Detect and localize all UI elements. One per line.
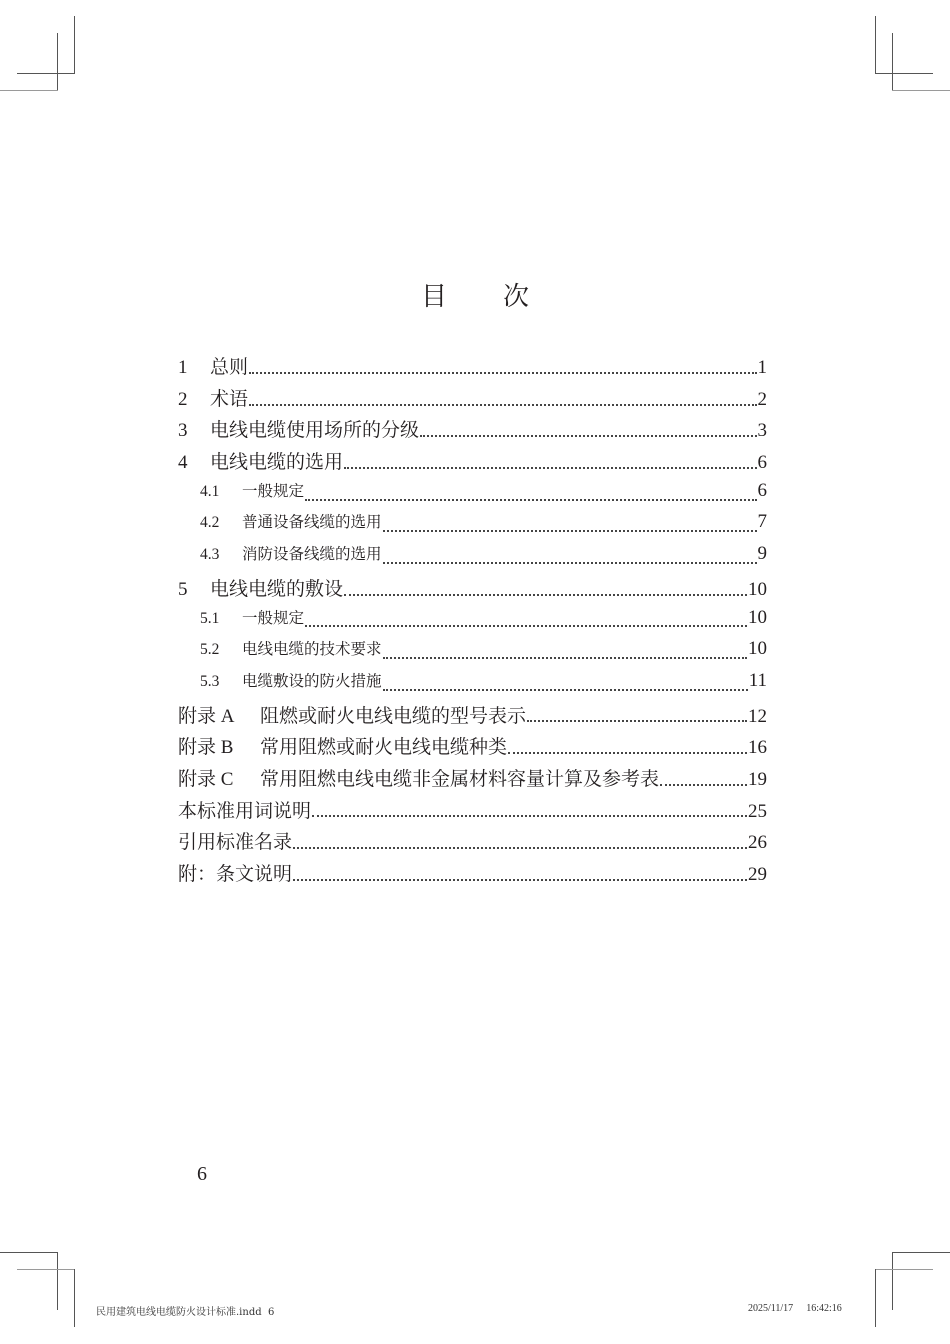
slug-date: 2025/11/17: [748, 1303, 794, 1314]
leader-dots: [383, 657, 747, 659]
leader-dots: [293, 879, 747, 881]
leader-dots: [344, 594, 747, 596]
toc-entry-page: 9: [757, 543, 767, 565]
crop-mark: [892, 1252, 893, 1310]
leader-dots: [293, 847, 747, 849]
toc-entry-label: 引用标准名录: [178, 831, 293, 854]
toc-entry-1[interactable]: [178, 352, 767, 384]
crop-mark: [875, 1269, 876, 1327]
toc-entry-number: 5.1: [200, 609, 220, 627]
toc-entry-label: 本标准用词说明: [178, 799, 312, 822]
toc-entry-page: 1: [757, 357, 767, 378]
leader-dots: [249, 372, 756, 374]
toc-entry-number: 5: [178, 578, 188, 600]
crop-mark: [875, 16, 876, 74]
toc-entry-page: 10: [748, 606, 767, 628]
slug-filename: [96, 1303, 274, 1318]
toc-entry-appendix-c[interactable]: [178, 764, 767, 796]
toc-entry-page: 10: [748, 578, 767, 600]
toc-entry-4[interactable]: [178, 447, 767, 479]
toc-entry-label: 附：条文说明: [178, 863, 293, 885]
title-char: 目: [420, 282, 447, 312]
toc-entry-page: 26: [748, 832, 767, 854]
toc-entry-label: 消防设备线缆的选用: [242, 545, 382, 564]
toc-entry-label: 普通设备线缆的选用: [242, 513, 382, 532]
table-of-contents: [178, 352, 767, 891]
toc-entry-page: 19: [748, 768, 767, 790]
title-char: 次: [503, 282, 530, 312]
toc-entry-number: 4.3: [200, 546, 220, 564]
toc-entry-number: 5.2: [200, 641, 220, 659]
leader-dots: [344, 467, 756, 469]
leader-dots: [660, 784, 747, 786]
crop-mark: [17, 73, 75, 74]
toc-entry-label: 电线电缆的技术要求: [242, 640, 382, 659]
leader-dots: [305, 499, 756, 501]
toc-entry-4-1[interactable]: [178, 479, 767, 511]
crop-mark: [892, 33, 893, 91]
toc-entry-5-2[interactable]: [178, 637, 767, 669]
toc-entry-page: 6: [757, 479, 767, 501]
toc-entry-5-1[interactable]: [178, 606, 767, 638]
crop-mark: [17, 1269, 75, 1270]
toc-entry-page: 10: [748, 638, 767, 660]
toc-entry-appendix-a[interactable]: [178, 701, 767, 733]
toc-entry-label: 电缆敷设的防火措施: [242, 671, 382, 690]
crop-mark: [57, 1252, 58, 1310]
leader-dots: [249, 404, 756, 406]
toc-entry-page: 12: [748, 705, 767, 727]
slug-timestamp: [748, 1303, 842, 1314]
toc-entry-label: 电线电缆的敷设: [210, 577, 344, 600]
leader-dots: [383, 689, 748, 691]
toc-entry-number: 附录 C: [178, 768, 234, 790]
page-title: [0, 276, 950, 313]
toc-entry-label: 常用阻燃或耐火电线电缆种类: [260, 736, 508, 759]
toc-entry-page: 25: [748, 800, 767, 822]
toc-entry-page: 16: [748, 737, 767, 759]
toc-entry-number: 附录 B: [178, 737, 234, 759]
crop-mark: [74, 1269, 75, 1327]
toc-entry-wording-explanation[interactable]: [178, 796, 767, 828]
toc-entry-page: 29: [748, 864, 767, 885]
crop-mark: [0, 90, 58, 91]
toc-entry-number: 1: [178, 357, 188, 378]
toc-entry-quoted-standards[interactable]: [178, 827, 767, 859]
toc-entry-label: 一般规定: [242, 608, 305, 627]
leader-dots: [420, 435, 756, 437]
slug-time: 16:42:16: [806, 1303, 842, 1314]
toc-entry-5[interactable]: [178, 574, 767, 606]
toc-entry-page: 11: [748, 669, 767, 691]
leader-dots: [383, 562, 757, 564]
toc-entry-page: 2: [757, 388, 767, 410]
toc-entry-4-3[interactable]: [178, 542, 767, 574]
toc-entry-number: 4.1: [200, 482, 220, 500]
toc-entry-number: 附录 A: [178, 705, 235, 727]
toc-entry-2[interactable]: [178, 384, 767, 416]
toc-entry-number: 3: [178, 420, 188, 442]
toc-entry-number: 4.2: [200, 514, 220, 532]
crop-mark: [875, 73, 933, 74]
leader-dots: [312, 815, 747, 817]
toc-entry-label: 阻燃或耐火电线电缆的型号表示: [260, 704, 527, 727]
slug-file-page: 6: [267, 1307, 275, 1318]
page-number: 6: [197, 1163, 207, 1185]
toc-entry-number: 4: [178, 452, 188, 474]
toc-entry-5-3[interactable]: [178, 669, 767, 701]
toc-entry-page: 7: [757, 511, 767, 533]
toc-entry-page: 3: [757, 420, 767, 442]
leader-dots: [305, 625, 747, 627]
toc-entry-number: 5.3: [200, 672, 220, 690]
crop-mark: [892, 90, 950, 91]
toc-entry-label: 电线电缆的选用: [210, 451, 344, 474]
crop-mark: [0, 1252, 58, 1253]
toc-entry-label: 术语: [210, 387, 249, 410]
toc-entry-appendix-b[interactable]: [178, 732, 767, 764]
toc-entry-label: 总则: [210, 356, 249, 378]
toc-entry-number: 2: [178, 388, 188, 410]
crop-mark: [57, 33, 58, 91]
leader-dots: [508, 752, 747, 754]
crop-mark: [74, 16, 75, 74]
toc-entry-label: 电线电缆使用场所的分级: [210, 419, 420, 442]
leader-dots: [527, 720, 747, 722]
toc-entry-explanation-of-provisions[interactable]: [178, 859, 767, 891]
crop-mark: [892, 1252, 950, 1253]
toc-entry-page: 6: [757, 452, 767, 474]
leader-dots: [383, 530, 757, 532]
toc-entry-3[interactable]: [178, 415, 767, 447]
toc-entry-4-2[interactable]: [178, 510, 767, 542]
slug-filename-text: 民用建筑电线电缆防火设计标准.indd: [96, 1307, 262, 1318]
toc-entry-label: 一般规定: [242, 481, 305, 500]
crop-mark: [875, 1269, 933, 1270]
toc-entry-label: 常用阻燃电线电缆非金属材料容量计算及参考表: [260, 767, 660, 790]
